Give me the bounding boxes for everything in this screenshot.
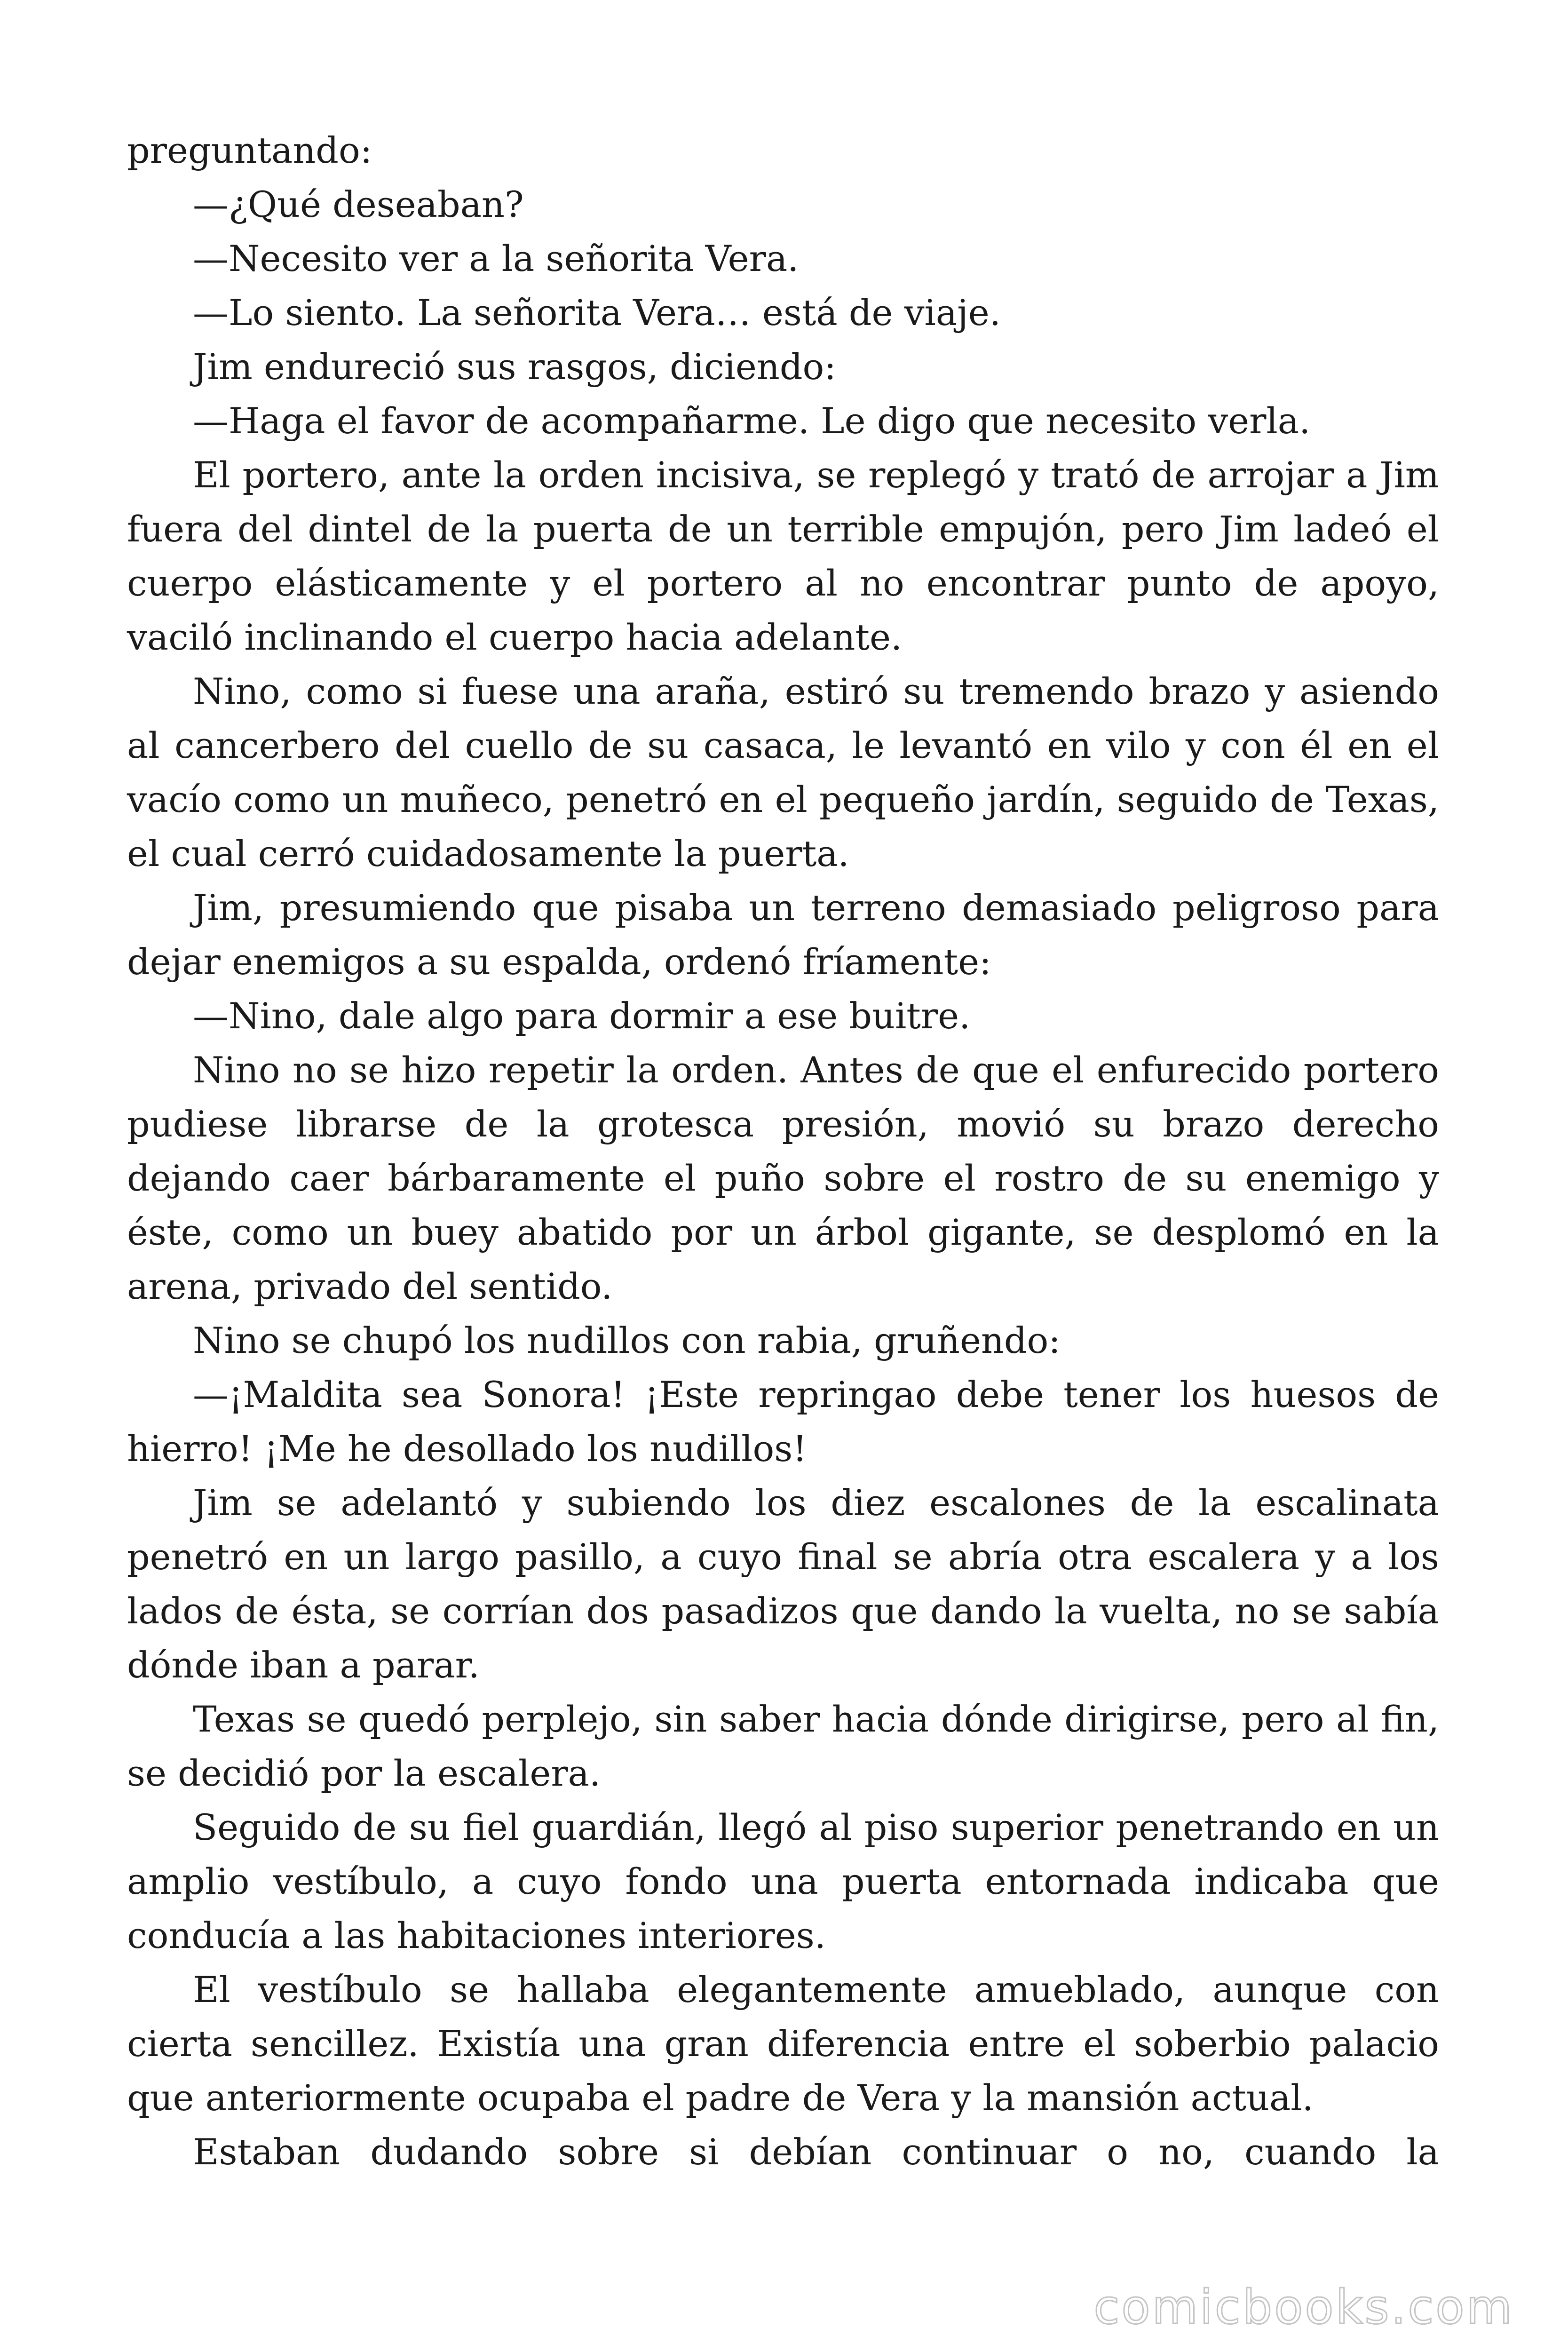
paragraph: El vestíbulo se hallaba elegantemente amueblado, aunque con cierta sencillez. Existía una gran diferencia entre el soberbio palacio que anteriormente ocupaba el padre de Vera y la mansión actual. <box>127 1969 1439 2119</box>
watermark: comicbooks.com <box>1093 2280 1514 2335</box>
paragraph: Nino se chupó los nudillos con rabia, gruñendo: <box>193 1319 1061 1361</box>
paragraph: Nino no se hizo repetir la orden. Antes de que el enfurecido portero pudiese librarse de la grotesca presión, movió su brazo derecho dejando caer bárbaramente el puño sobre el rostro de su enemigo y éste, como un buey abatido por un árbol gigante, se desplomó en la arena, privado del sentido. <box>127 1049 1439 1307</box>
paragraph: El portero, ante la orden incisiva, se replegó y trató de arrojar a Jim fuera del dintel de la puerta de un terrible empujón, pero Jim ladeó el cuerpo elásticamente y el portero al no encontrar punto de apoyo, vaciló inclinando el cuerpo hacia adelante. <box>127 454 1439 658</box>
paragraph: Nino, como si fuese una araña, estiró su tremendo brazo y asiendo al cancerbero del cuello de su casaca, le levantó en vilo y con él en el vacío como un muñeco, penetró en el pequeño jardín, seguido de Texas, el cual cerró cuidadosamente la puerta. <box>127 670 1439 874</box>
page-body <box>127 123 1439 2179</box>
paragraph: —Nino, dale algo para dormir a ese buitre. <box>193 995 971 1037</box>
paragraph: preguntando: <box>127 129 372 171</box>
paragraph: Estaban dudando sobre si debían continuar o no, cuando la <box>193 2131 1439 2173</box>
paragraph: Jim, presumiendo que pisaba un terreno demasiado peligroso para dejar enemigos a su espalda, ordenó fríamente: <box>127 887 1439 983</box>
paragraph: —Haga el favor de acompañarme. Le digo que necesito verla. <box>193 400 1311 442</box>
paragraph: —Necesito ver a la señorita Vera. <box>193 238 799 279</box>
paragraph: Seguido de su fiel guardián, llegó al piso superior penetrando en un amplio vestíbulo, a cuyo fondo una puerta entornada indicaba que conducía a las habitaciones interiores. <box>127 1806 1439 1956</box>
paragraph: Jim endureció sus rasgos, diciendo: <box>193 346 836 388</box>
paragraph: Jim se adelantó y subiendo los diez escalones de la escalinata penetró en un largo pasillo, a cuyo final se abría otra escalera y a los lados de ésta, se corrían dos pasadizos que dando la vuelta, no se sabía dónde iban a parar. <box>127 1482 1439 1686</box>
paragraph: Texas se quedó perplejo, sin saber hacia dónde dirigirse, pero al fin, se decidió por la escalera. <box>127 1698 1439 1794</box>
paragraph: —Lo siento. La señorita Vera… está de viaje. <box>193 292 1001 334</box>
paragraph: —¿Qué deseaban? <box>193 183 524 225</box>
paragraph: —¡Maldita sea Sonora! ¡Este repringao debe tener los huesos de hierro! ¡Me he desollado los nudillos! <box>127 1374 1439 1470</box>
